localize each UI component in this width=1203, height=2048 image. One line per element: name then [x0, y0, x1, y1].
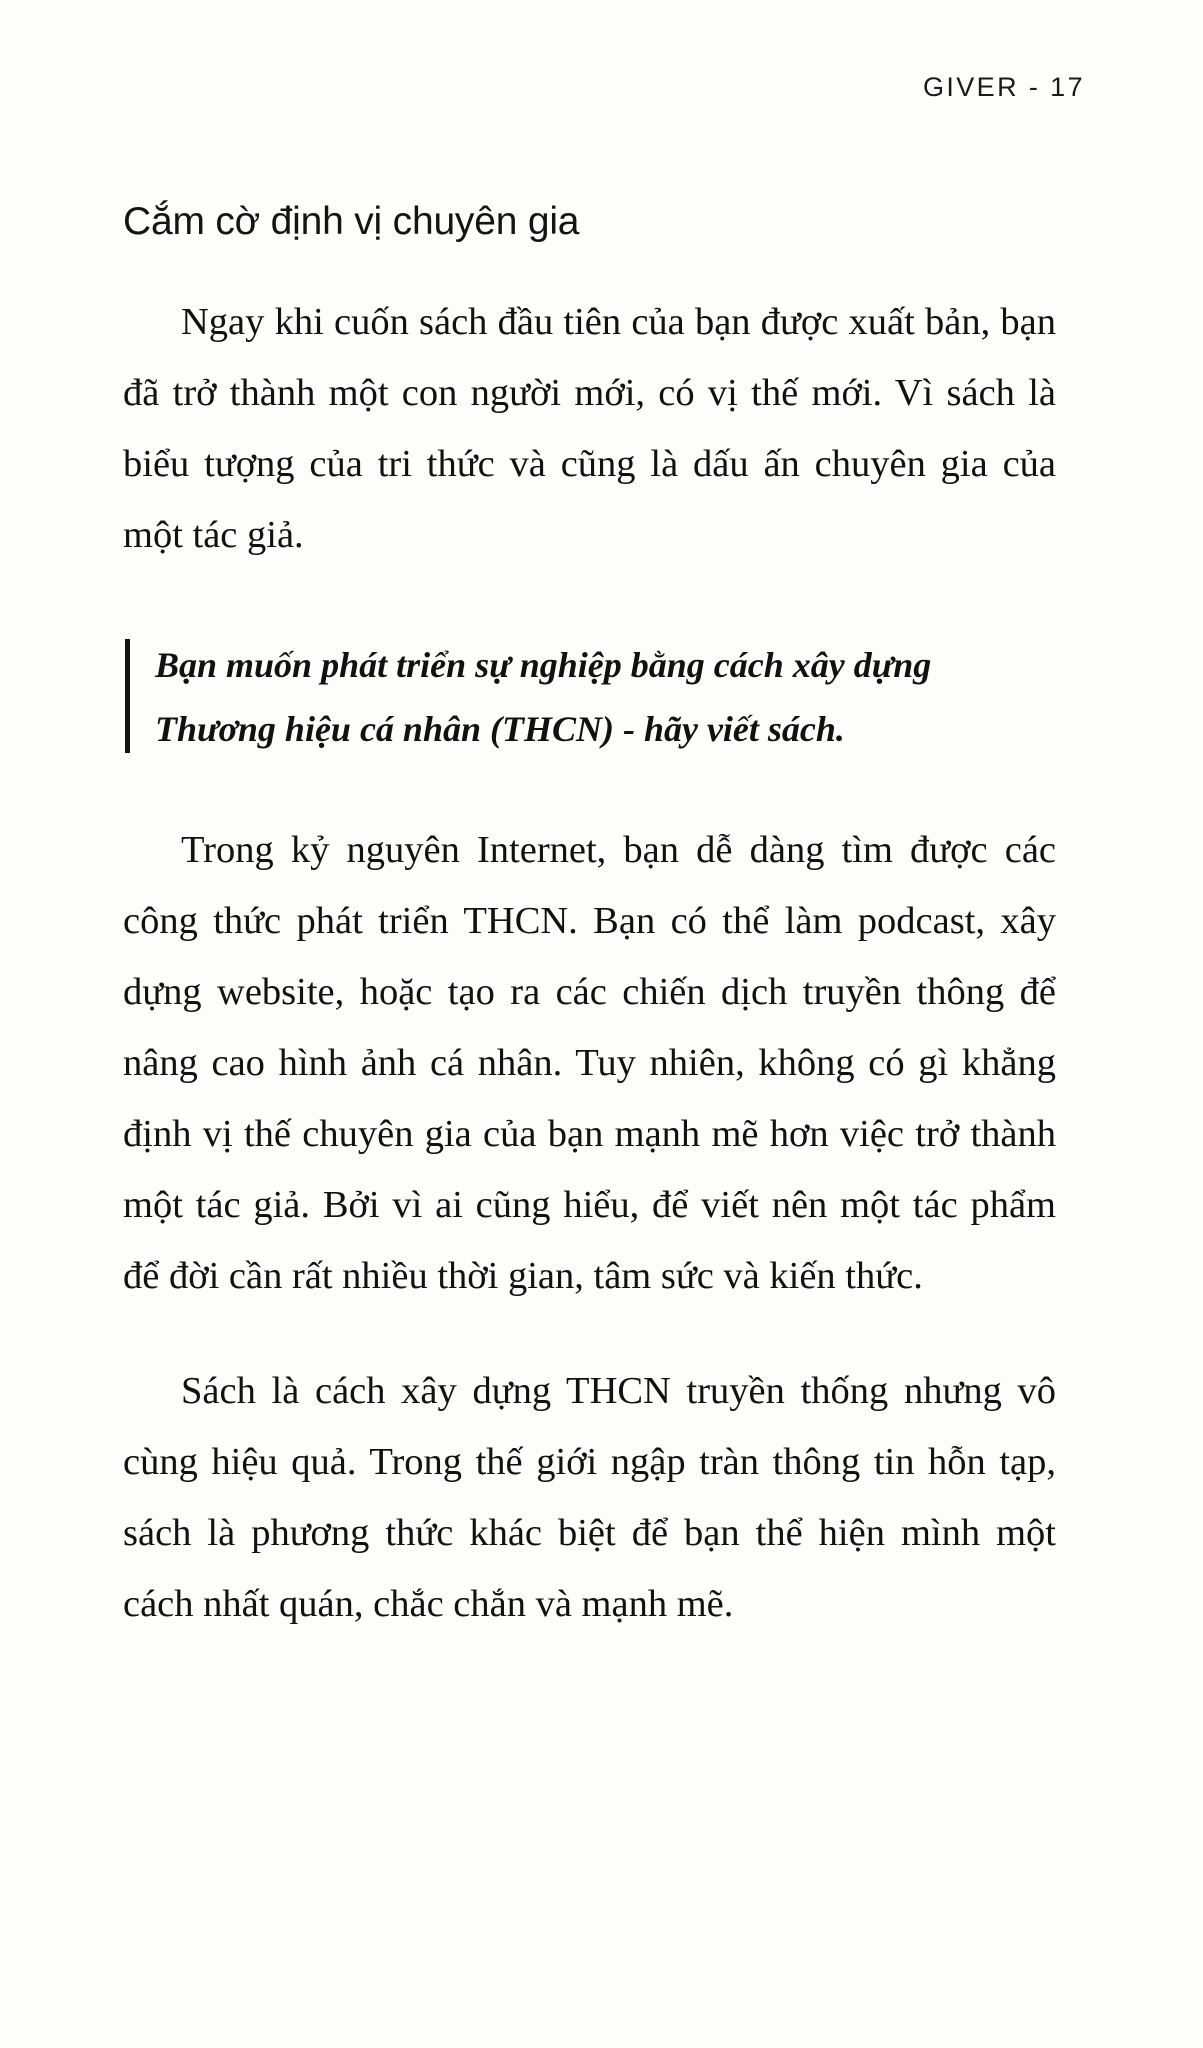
pull-quote-block	[123, 633, 1056, 761]
running-head: GIVER - 17	[922, 72, 1085, 102]
text-column	[123, 0, 1056, 1640]
pull-quote-rule	[125, 639, 130, 753]
chapter-heading: Cắm cờ định vị chuyên gia	[123, 200, 580, 243]
paragraph-internet-era: Trong kỷ nguyên Internet, bạn dễ dàng tìm được các công thức phát triển THCN. Bạn có thể làm podcast, xây dựng website, hoặc tạo ra các chiến dịch truyền thông để nâng cao hình ảnh cá nhân. Tuy nhiên, không có gì khẳng định vị thế chuyên gia của bạn mạnh mẽ hơn việc trở thành một tác giả. Bởi vì ai cũng hiểu, để viết nên một tác phẩm để đời cần rất nhiều thời gian, tâm sức và kiến thức.	[123, 828, 1056, 1297]
pull-quote-text: Bạn muốn phát triển sự nghiệp bằng cách xây dựng Thương hiệu cá nhân (THCN) - hãy viết sách.	[155, 644, 932, 749]
paragraph-intro: Ngay khi cuốn sách đầu tiên của bạn được xuất bản, bạn đã trở thành một con người mới, có vị thế mới. Vì sách là biểu tượng của tri thức và cũng là dấu ấn chuyên gia của một tác giả.	[123, 300, 1056, 556]
paragraph-traditional-branding: Sách là cách xây dựng THCN truyền thống nhưng vô cùng hiệu quả. Trong thế giới ngập tràn thông tin hỗn tạp, sách là phương thức khác biệt để bạn thể hiện mình một cách nhất quán, chắc chắn và mạnh mẽ.	[123, 1369, 1056, 1625]
